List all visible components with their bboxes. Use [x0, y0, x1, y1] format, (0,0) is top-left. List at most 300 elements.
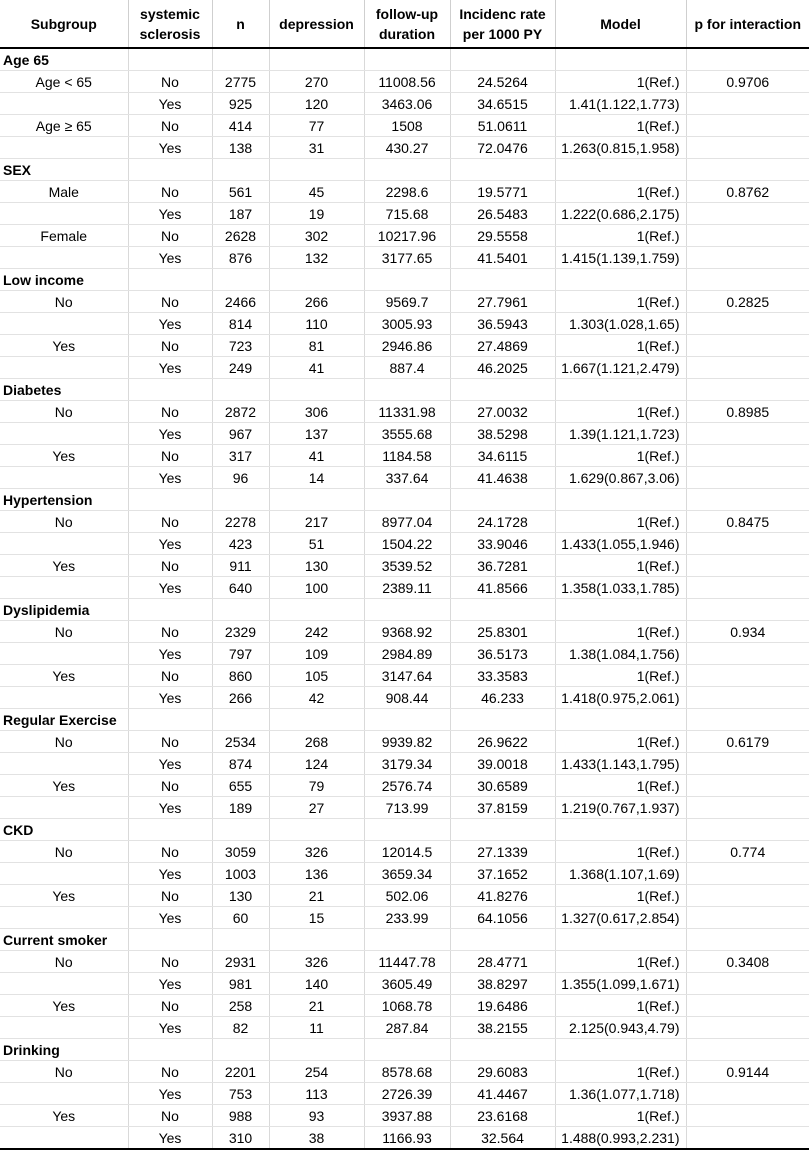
n-cell: 561	[212, 181, 269, 203]
model-cell: 1.368(1.107,1.69)	[555, 863, 686, 885]
depression-cell: 41	[269, 357, 364, 379]
empty-cell	[555, 159, 686, 181]
p-interaction-cell	[686, 93, 809, 115]
subgroup-label	[0, 357, 128, 379]
table-row	[0, 863, 809, 885]
incidence-cell: 51.0611	[450, 115, 555, 137]
group-name: SEX	[0, 159, 128, 181]
follow-up-cell: 713.99	[364, 797, 450, 819]
follow-up-cell: 1504.22	[364, 533, 450, 555]
subgroup-label: Yes	[0, 775, 128, 797]
table-row	[0, 753, 809, 775]
table-row	[0, 445, 809, 467]
p-interaction-cell: 0.9706	[686, 71, 809, 93]
depression-cell: 27	[269, 797, 364, 819]
empty-cell	[450, 379, 555, 401]
table-row	[0, 687, 809, 709]
subgroup-label: No	[0, 511, 128, 533]
depression-cell: 105	[269, 665, 364, 687]
incidence-cell: 27.7961	[450, 291, 555, 313]
empty-cell	[686, 379, 809, 401]
empty-cell	[555, 379, 686, 401]
incidence-cell: 19.6486	[450, 995, 555, 1017]
depression-cell: 21	[269, 885, 364, 907]
systemic-sclerosis-cell: No	[128, 511, 212, 533]
incidence-cell: 39.0018	[450, 753, 555, 775]
p-interaction-cell	[686, 1105, 809, 1127]
incidence-cell: 27.1339	[450, 841, 555, 863]
follow-up-cell: 233.99	[364, 907, 450, 929]
model-cell: 1.222(0.686,2.175)	[555, 203, 686, 225]
subgroup-label: No	[0, 841, 128, 863]
empty-cell	[269, 269, 364, 291]
subgroup-label: No	[0, 951, 128, 973]
empty-cell	[555, 819, 686, 841]
group-header-row	[0, 159, 809, 181]
depression-cell: 124	[269, 753, 364, 775]
incidence-cell: 27.0032	[450, 401, 555, 423]
empty-cell	[269, 929, 364, 951]
depression-cell: 217	[269, 511, 364, 533]
systemic-sclerosis-cell: No	[128, 71, 212, 93]
incidence-cell: 19.5771	[450, 181, 555, 203]
follow-up-cell: 1508	[364, 115, 450, 137]
incidence-cell: 27.4869	[450, 335, 555, 357]
table-row	[0, 1017, 809, 1039]
follow-up-cell: 8977.04	[364, 511, 450, 533]
empty-cell	[364, 48, 450, 71]
subgroup-label	[0, 423, 128, 445]
follow-up-cell: 3005.93	[364, 313, 450, 335]
subgroup-label	[0, 1017, 128, 1039]
empty-cell	[686, 709, 809, 731]
follow-up-cell: 9368.92	[364, 621, 450, 643]
model-cell: 1.667(1.121,2.479)	[555, 357, 686, 379]
empty-cell	[686, 489, 809, 511]
depression-cell: 42	[269, 687, 364, 709]
follow-up-cell: 1184.58	[364, 445, 450, 467]
subgroup-label	[0, 973, 128, 995]
follow-up-cell: 2726.39	[364, 1083, 450, 1105]
systemic-sclerosis-cell: Yes	[128, 797, 212, 819]
empty-cell	[450, 48, 555, 71]
depression-cell: 81	[269, 335, 364, 357]
subgroup-label	[0, 467, 128, 489]
empty-cell	[364, 269, 450, 291]
table-row	[0, 137, 809, 159]
subgroup-label	[0, 1127, 128, 1150]
model-cell: 1(Ref.)	[555, 775, 686, 797]
model-cell: 1.38(1.084,1.756)	[555, 643, 686, 665]
table-row	[0, 1083, 809, 1105]
empty-cell	[128, 1039, 212, 1061]
follow-up-cell: 337.64	[364, 467, 450, 489]
depression-cell: 136	[269, 863, 364, 885]
empty-cell	[269, 159, 364, 181]
n-cell: 414	[212, 115, 269, 137]
subgroup-label	[0, 313, 128, 335]
table-row	[0, 71, 809, 93]
n-cell: 911	[212, 555, 269, 577]
empty-cell	[450, 159, 555, 181]
empty-cell	[686, 48, 809, 71]
model-cell: 1.355(1.099,1.671)	[555, 973, 686, 995]
n-cell: 3059	[212, 841, 269, 863]
depression-cell: 326	[269, 951, 364, 973]
table-row	[0, 511, 809, 533]
header-text: systemic sclerosis	[139, 5, 201, 42]
follow-up-cell: 11331.98	[364, 401, 450, 423]
n-cell: 317	[212, 445, 269, 467]
group-header-row	[0, 599, 809, 621]
p-interaction-cell	[686, 907, 809, 929]
incidence-cell: 41.4467	[450, 1083, 555, 1105]
depression-cell: 109	[269, 643, 364, 665]
subgroup-label	[0, 687, 128, 709]
depression-cell: 51	[269, 533, 364, 555]
empty-cell	[686, 269, 809, 291]
table-row	[0, 225, 809, 247]
subgroup-label: No	[0, 731, 128, 753]
incidence-cell: 30.6589	[450, 775, 555, 797]
empty-cell	[555, 709, 686, 731]
model-cell: 1.327(0.617,2.854)	[555, 907, 686, 929]
table-row	[0, 1061, 809, 1083]
systemic-sclerosis-cell: Yes	[128, 247, 212, 269]
p-interaction-cell	[686, 885, 809, 907]
empty-cell	[128, 379, 212, 401]
incidence-cell: 36.5173	[450, 643, 555, 665]
group-name: Diabetes	[0, 379, 128, 401]
incidence-cell: 37.8159	[450, 797, 555, 819]
subgroup-label: Female	[0, 225, 128, 247]
follow-up-cell: 11447.78	[364, 951, 450, 973]
p-interaction-cell	[686, 643, 809, 665]
empty-cell	[212, 48, 269, 71]
depression-cell: 120	[269, 93, 364, 115]
subgroup-label: Age ≥ 65	[0, 115, 128, 137]
n-cell: 2628	[212, 225, 269, 247]
p-interaction-cell	[686, 863, 809, 885]
n-cell: 2872	[212, 401, 269, 423]
incidence-cell: 33.9046	[450, 533, 555, 555]
n-cell: 981	[212, 973, 269, 995]
systemic-sclerosis-cell: Yes	[128, 137, 212, 159]
n-cell: 130	[212, 885, 269, 907]
model-cell: 1(Ref.)	[555, 225, 686, 247]
subgroup-label: No	[0, 1061, 128, 1083]
systemic-sclerosis-cell: No	[128, 401, 212, 423]
table-row	[0, 247, 809, 269]
header-subgroup: Subgroup	[0, 0, 128, 48]
model-cell: 1.303(1.028,1.65)	[555, 313, 686, 335]
n-cell: 189	[212, 797, 269, 819]
p-interaction-cell	[686, 1017, 809, 1039]
depression-cell: 45	[269, 181, 364, 203]
empty-cell	[128, 819, 212, 841]
systemic-sclerosis-cell: Yes	[128, 973, 212, 995]
systemic-sclerosis-cell: Yes	[128, 577, 212, 599]
incidence-cell: 26.5483	[450, 203, 555, 225]
incidence-cell: 33.3583	[450, 665, 555, 687]
depression-cell: 77	[269, 115, 364, 137]
incidence-cell: 41.5401	[450, 247, 555, 269]
p-interaction-cell	[686, 555, 809, 577]
group-header-row	[0, 379, 809, 401]
subgroup-label	[0, 1083, 128, 1105]
subgroup-label	[0, 643, 128, 665]
depression-cell: 93	[269, 1105, 364, 1127]
follow-up-cell: 3147.64	[364, 665, 450, 687]
table-row	[0, 357, 809, 379]
depression-cell: 100	[269, 577, 364, 599]
p-interaction-cell	[686, 357, 809, 379]
table-row	[0, 115, 809, 137]
group-name: CKD	[0, 819, 128, 841]
empty-cell	[212, 159, 269, 181]
depression-cell: 11	[269, 1017, 364, 1039]
depression-cell: 14	[269, 467, 364, 489]
model-cell: 1(Ref.)	[555, 335, 686, 357]
empty-cell	[450, 1039, 555, 1061]
p-interaction-cell: 0.6179	[686, 731, 809, 753]
empty-cell	[450, 269, 555, 291]
subgroup-label	[0, 797, 128, 819]
incidence-cell: 34.6515	[450, 93, 555, 115]
table-row	[0, 335, 809, 357]
follow-up-cell: 287.84	[364, 1017, 450, 1039]
empty-cell	[686, 819, 809, 841]
model-cell: 1.629(0.867,3.06)	[555, 467, 686, 489]
p-interaction-cell	[686, 203, 809, 225]
model-cell: 2.125(0.943,4.79)	[555, 1017, 686, 1039]
systemic-sclerosis-cell: No	[128, 665, 212, 687]
model-cell: 1(Ref.)	[555, 445, 686, 467]
p-interaction-cell	[686, 467, 809, 489]
n-cell: 874	[212, 753, 269, 775]
p-interaction-cell	[686, 753, 809, 775]
p-interaction-cell	[686, 995, 809, 1017]
empty-cell	[450, 929, 555, 951]
depression-cell: 113	[269, 1083, 364, 1105]
empty-cell	[364, 709, 450, 731]
empty-cell	[212, 709, 269, 731]
group-header-row	[0, 709, 809, 731]
group-name: Regular Exercise	[0, 709, 128, 731]
empty-cell	[364, 159, 450, 181]
empty-cell	[450, 489, 555, 511]
empty-cell	[364, 599, 450, 621]
subgroup-label: No	[0, 291, 128, 313]
follow-up-cell: 3539.52	[364, 555, 450, 577]
table-row	[0, 291, 809, 313]
incidence-cell: 46.233	[450, 687, 555, 709]
table-row	[0, 203, 809, 225]
group-header-row	[0, 929, 809, 951]
empty-cell	[450, 709, 555, 731]
table-row	[0, 401, 809, 423]
incidence-cell: 72.0476	[450, 137, 555, 159]
incidence-cell: 37.1652	[450, 863, 555, 885]
subgroup-label: Age < 65	[0, 71, 128, 93]
depression-cell: 266	[269, 291, 364, 313]
n-cell: 2775	[212, 71, 269, 93]
subgroup-label: No	[0, 621, 128, 643]
incidence-cell: 23.6168	[450, 1105, 555, 1127]
n-cell: 2329	[212, 621, 269, 643]
n-cell: 96	[212, 467, 269, 489]
empty-cell	[212, 599, 269, 621]
systemic-sclerosis-cell: Yes	[128, 357, 212, 379]
systemic-sclerosis-cell: No	[128, 225, 212, 247]
systemic-sclerosis-cell: Yes	[128, 1083, 212, 1105]
n-cell: 249	[212, 357, 269, 379]
group-name: Age 65	[0, 48, 128, 71]
systemic-sclerosis-cell: No	[128, 291, 212, 313]
group-name: Drinking	[0, 1039, 128, 1061]
depression-cell: 268	[269, 731, 364, 753]
follow-up-cell: 908.44	[364, 687, 450, 709]
empty-cell	[269, 709, 364, 731]
incidence-cell: 46.2025	[450, 357, 555, 379]
p-interaction-cell: 0.3408	[686, 951, 809, 973]
systemic-sclerosis-cell: Yes	[128, 467, 212, 489]
systemic-sclerosis-cell: No	[128, 1061, 212, 1083]
p-interaction-cell	[686, 973, 809, 995]
depression-cell: 132	[269, 247, 364, 269]
incidence-cell: 25.8301	[450, 621, 555, 643]
n-cell: 723	[212, 335, 269, 357]
systemic-sclerosis-cell: No	[128, 445, 212, 467]
incidence-cell: 26.9622	[450, 731, 555, 753]
model-cell: 1(Ref.)	[555, 511, 686, 533]
depression-cell: 254	[269, 1061, 364, 1083]
depression-cell: 19	[269, 203, 364, 225]
p-interaction-cell	[686, 225, 809, 247]
p-interaction-cell: 0.8475	[686, 511, 809, 533]
systemic-sclerosis-cell: No	[128, 335, 212, 357]
systemic-sclerosis-cell: No	[128, 621, 212, 643]
subgroup-label: Yes	[0, 1105, 128, 1127]
model-cell: 1(Ref.)	[555, 1105, 686, 1127]
p-interaction-cell	[686, 423, 809, 445]
incidence-cell: 38.2155	[450, 1017, 555, 1039]
table-row	[0, 1127, 809, 1150]
subgroup-label: Yes	[0, 555, 128, 577]
empty-cell	[364, 819, 450, 841]
p-interaction-cell	[686, 1127, 809, 1150]
p-interaction-cell	[686, 115, 809, 137]
systemic-sclerosis-cell: Yes	[128, 533, 212, 555]
empty-cell	[212, 929, 269, 951]
systemic-sclerosis-cell: Yes	[128, 753, 212, 775]
table-row	[0, 1105, 809, 1127]
table-row	[0, 907, 809, 929]
p-interaction-cell: 0.934	[686, 621, 809, 643]
n-cell: 814	[212, 313, 269, 335]
header-n: n	[212, 0, 269, 48]
n-cell: 753	[212, 1083, 269, 1105]
empty-cell	[128, 48, 212, 71]
incidence-cell: 29.5558	[450, 225, 555, 247]
empty-cell	[212, 489, 269, 511]
systemic-sclerosis-cell: Yes	[128, 93, 212, 115]
follow-up-cell: 715.68	[364, 203, 450, 225]
empty-cell	[269, 1039, 364, 1061]
depression-cell: 41	[269, 445, 364, 467]
p-interaction-cell: 0.8985	[686, 401, 809, 423]
header-systemic-sclerosis	[128, 0, 212, 48]
empty-cell	[555, 489, 686, 511]
table-row	[0, 93, 809, 115]
n-cell: 797	[212, 643, 269, 665]
p-interaction-cell	[686, 665, 809, 687]
n-cell: 2278	[212, 511, 269, 533]
table-row	[0, 423, 809, 445]
systemic-sclerosis-cell: No	[128, 1105, 212, 1127]
model-cell: 1.488(0.993,2.231)	[555, 1127, 686, 1150]
systemic-sclerosis-cell: Yes	[128, 907, 212, 929]
subgroup-label	[0, 863, 128, 885]
empty-cell	[212, 379, 269, 401]
table-row	[0, 885, 809, 907]
n-cell: 310	[212, 1127, 269, 1150]
empty-cell	[212, 269, 269, 291]
empty-cell	[128, 599, 212, 621]
systemic-sclerosis-cell: Yes	[128, 863, 212, 885]
group-name: Current smoker	[0, 929, 128, 951]
n-cell: 1003	[212, 863, 269, 885]
follow-up-cell: 2984.89	[364, 643, 450, 665]
model-cell: 1.358(1.033,1.785)	[555, 577, 686, 599]
follow-up-cell: 502.06	[364, 885, 450, 907]
table-row	[0, 731, 809, 753]
empty-cell	[128, 489, 212, 511]
depression-cell: 242	[269, 621, 364, 643]
empty-cell	[269, 48, 364, 71]
n-cell: 187	[212, 203, 269, 225]
systemic-sclerosis-cell: No	[128, 841, 212, 863]
follow-up-cell: 3937.88	[364, 1105, 450, 1127]
incidence-cell: 38.5298	[450, 423, 555, 445]
n-cell: 655	[212, 775, 269, 797]
empty-cell	[555, 269, 686, 291]
model-cell: 1.219(0.767,1.937)	[555, 797, 686, 819]
model-cell: 1(Ref.)	[555, 621, 686, 643]
depression-cell: 15	[269, 907, 364, 929]
table-row	[0, 973, 809, 995]
n-cell: 2534	[212, 731, 269, 753]
n-cell: 82	[212, 1017, 269, 1039]
systemic-sclerosis-cell: No	[128, 775, 212, 797]
model-cell: 1(Ref.)	[555, 291, 686, 313]
empty-cell	[555, 1039, 686, 1061]
follow-up-cell: 3659.34	[364, 863, 450, 885]
incidence-cell: 41.4638	[450, 467, 555, 489]
follow-up-cell: 9569.7	[364, 291, 450, 313]
depression-cell: 21	[269, 995, 364, 1017]
table-row	[0, 775, 809, 797]
follow-up-cell: 11008.56	[364, 71, 450, 93]
empty-cell	[212, 819, 269, 841]
subgroup-label: Yes	[0, 885, 128, 907]
follow-up-cell: 1166.93	[364, 1127, 450, 1150]
model-cell: 1(Ref.)	[555, 555, 686, 577]
empty-cell	[450, 599, 555, 621]
empty-cell	[269, 819, 364, 841]
group-name: Low income	[0, 269, 128, 291]
group-header-row	[0, 1039, 809, 1061]
